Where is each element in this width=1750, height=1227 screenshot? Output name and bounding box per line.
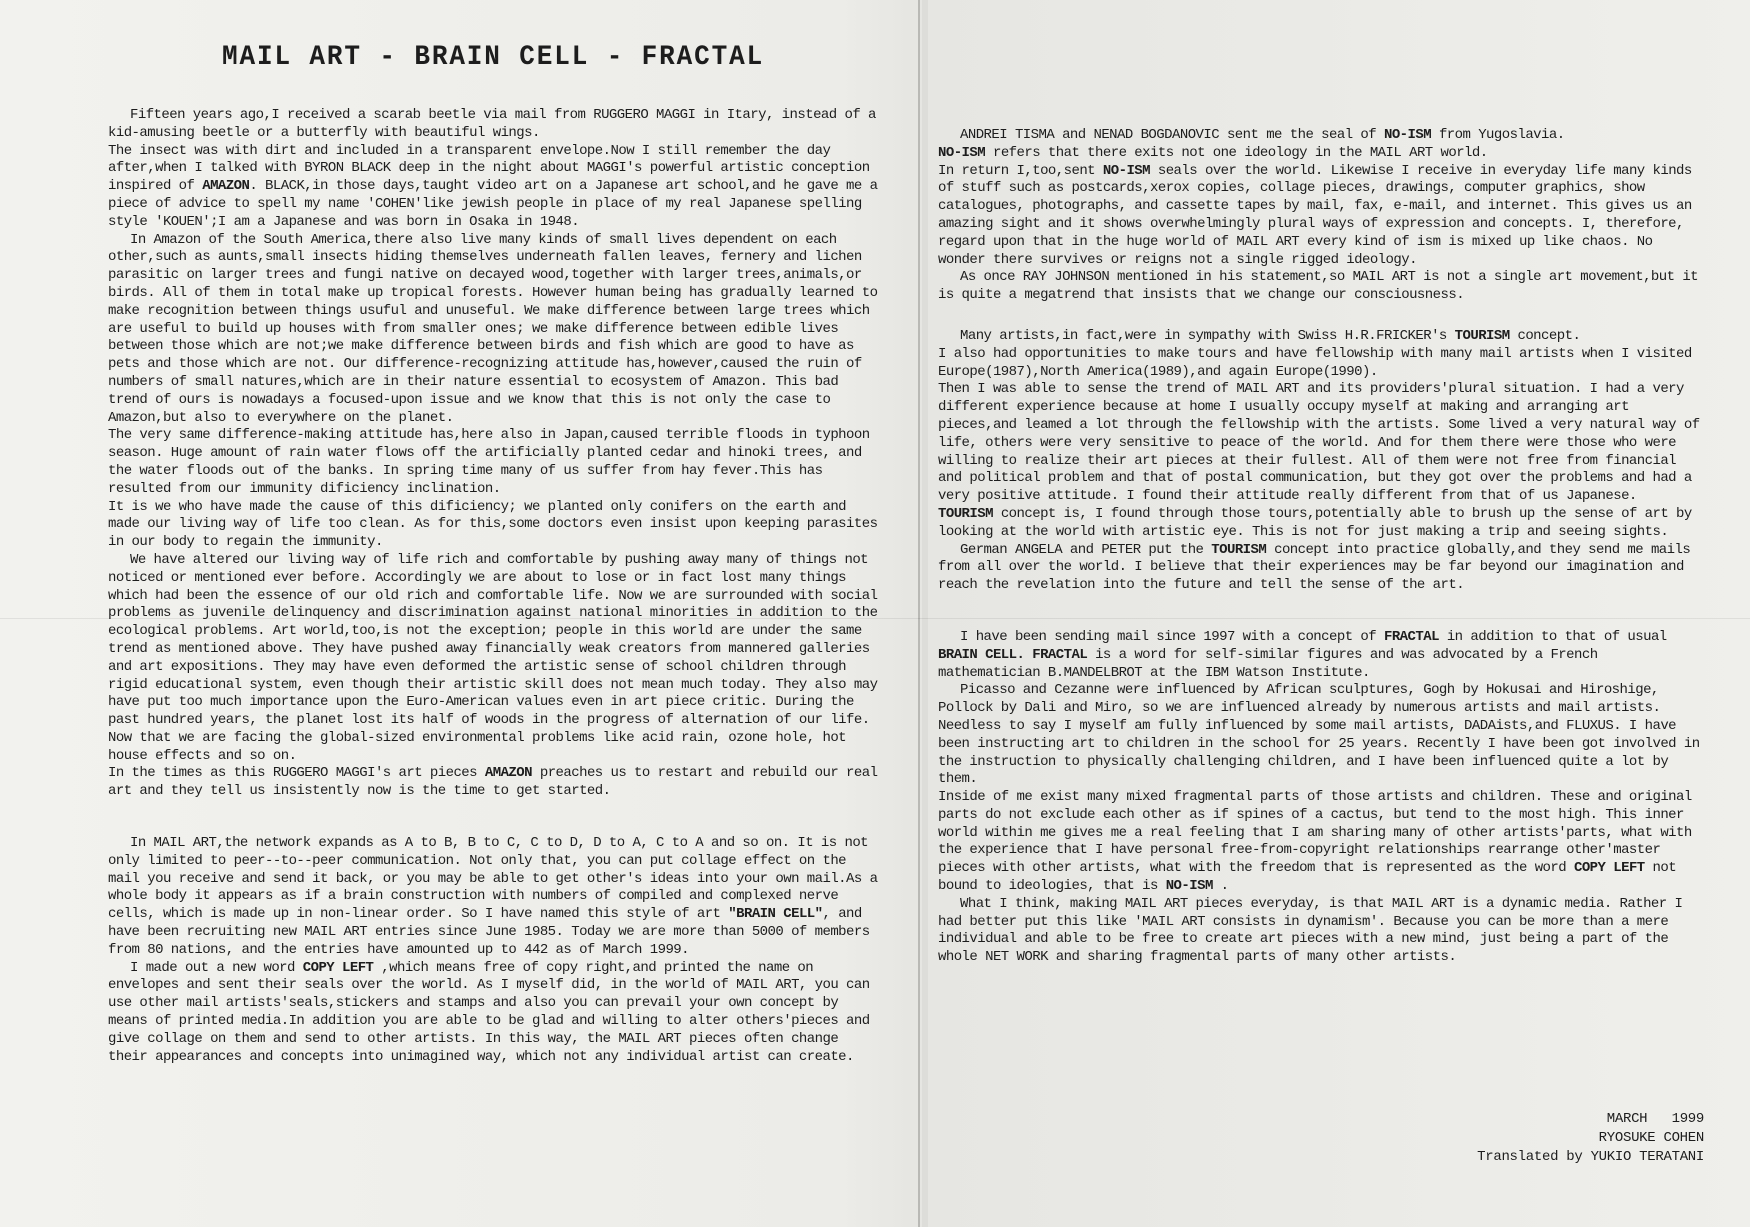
right-column (938, 127, 1702, 967)
paragraph-amazon: In Amazon of the South America,there also live many kinds of small lives dependent on each other,such as aunts,small insects hiding themselves underneath fallen leaves, fernery and lichen parasitic on larger trees and fungi native on decayed wood,together with larger trees,animals,or birds. All of them in total make up tropical forests. However human being has gradually learned to make recognition between things usuful and unuseful. We make difference between large trees which are useful to build up houses with from smaller ones; we make difference between edible lives between those which are not;we make difference between birds and fish which are good to have as pets and those which are not. Our difference-recognizing attitude has,however,caused the ruin of numbers of small natures,which are in their nature essential to ecosystem of Amazon. This bad trend of ours is nowadays a focused-upon issue and we know that this is not only the case to Amazon,but also to everywhere on the planet. (108, 231, 878, 426)
signature-date: MARCH 1999 (1606, 1111, 1704, 1127)
center-fold (918, 0, 920, 1227)
paragraph-ray-johnson: As once RAY JOHNSON mentioned in his statement,so MAIL ART is not a single art movement,but it is quite a megatrend that insists that we change our consciousness. (938, 269, 1699, 304)
paragraph-tourism-concept: TOURISM concept is, I found through those tours,potentially able to brush up the sense of art by looking at the world with artistic eye. This is not for just making a trip and seeing sights. (938, 505, 1692, 540)
signature-author: RYOSUKE COHEN (1598, 1130, 1704, 1146)
paragraph-inner-world: Inside of me exist many mixed fragmental parts of those artists and children. These and original parts do not exclude each other as if spines of a cactus, but tend to the most high. This inner world within me gives me a real feeling that I am sharing many of other artists'parts, what with the experience that I have personal free-from-copyright relationships rearrange other'master pieces with other artists, what with the freedom that is represented as the word COPY LEFT not bound to ideologies, that is NO-ISM . (938, 789, 1692, 895)
paragraph-dificiency: It is we who have made the cause of this dificiency; we planted only conifers on the earth and made our living way of life too clean. As for this,some doctors even insist upon keeping parasites in our body to regain the immunity. (108, 498, 878, 551)
paragraph-no-ism-seal: ANDREI TISMA and NENAD BOGDANOVIC sent me the seal of NO-ISM from Yugoslavia. (960, 127, 1565, 143)
signature-translator: Translated by YUKIO TERATANI (1477, 1149, 1704, 1165)
center-fold-shadow (922, 0, 928, 1227)
paragraph-tours: I also had opportunities to make tours and have fellowship with many mail artists when I visited Europe(1987),North America(1989),and again Europe(1990). (938, 345, 1692, 380)
paragraph-trend: Then I was able to sense the trend of MAIL ART and its providers'plural situation. I had a very different experience because at home I usually occupy myself at making and arranging art pieces,and leamed a lot through the fellowship with the artists. Some lived a very natural way of life, others were very sensitive to peace of the world. And for them there were those who were willing to realize their art pieces at their fullest. All of them were not free from financial and political problem and that of postal communication, but they got over the problems and had a very positive attitude. I found their attitude really different from that of us Japanese. (938, 381, 1700, 505)
paragraph-angela-peter: German ANGELA and PETER put the TOURISM concept into practice globally,and they send me mails from all over the world. I believe that their experiences may be far beyond our imagination and reach the revelation into the future and tell the sense of the art. (938, 541, 1691, 594)
paragraph-floods: The very same difference-making attitude has,here also in Japan,caused terrible floods in typhoon season. Huge amount of rain water flows off the artificially planted cedar and hinoki trees, and the water floods out of the banks. In spring time many of us suffer from hay fever.This has resulted from our immunity dificiency inclination. (108, 427, 870, 497)
paragraph-influences: Picasso and Cezanne were influenced by African sculptures, Gogh by Hokusai and Hiroshige, Pollock by Dali and Miro, so we are influenced already by numerous artists and mail artists. Needless to say I myself am fully influenced by some mail artists, DADAists,and FLUXUS. I have been instructing art to children in the school for 25 years. Recently I have been got involved in the instruction to physically challenging children, and I have been influenced quite a lot by them. (938, 682, 1700, 788)
paragraph-copy-left: I made out a new word COPY LEFT ,which means free of copy right,and printed the name on envelopes and sent their seals over the world. As I myself did, in the world of MAIL ART, you can use other mail artists'seals,stickers and stamps and also you can prevail your own concept by means of printed media.In addition you are able to be glad and willing to alter others'pieces and give collage on them and send to other artists. In this way, the MAIL ART pieces often change their appearances and concepts into unimagined way, which not any individual artist can create. (108, 959, 870, 1065)
paragraph-insect: The insect was with dirt and included in a transparent envelope.Now I still remember the day after,when I talked with BYRON BLACK deep in the night about MAGGI's powerful artistic conception inspired of AMAZON. BLACK,in those days,taught video art on a Japanese art school,and he gave me a piece of advice to spell my name 'COHEN'like jewish people in place of my real Japanese spelling style 'KOUEN';I am a Japanese and was born in Osaka in 1948. (108, 142, 878, 230)
paragraph-in-return: In return I,too,sent NO-ISM seals over the world. Likewise I receive in everyday life many kinds of stuff such as postcards,xerox copies, collage pieces, drawings, computer graphics, show catalogues, photographs, and cassette tapes by mail, fax, e-mail, and internet. This gives us an amazing sight and it shows overwhelmingly plural ways of expression and concepts. I, therefore, regard upon that in the huge world of MAIL ART every kind of ism is mixed up like chaos. No wonder there survives or reigns not a single rigged ideology. (938, 162, 1692, 268)
paragraph-brain-cell: In MAIL ART,the network expands as A to B, B to C, C to D, D to A, C to A and so on. It is not only limited to peer--to--peer communication. Not only that, you can put collage effect on the mail you receive and send it back, or you may be able to get other's ideas into your own mail.As a whole body it appears as if a brain construction with numbers of compiled and complexed nerve cells, which is made up in non-linear order. So I have named this style of art "BRAIN CELL", and have been recruiting new MAIL ART entries since June 1985. Today we are more than 5000 of members from 80 nations, and the entries have amounted up to 442 as of March 1999. (108, 835, 878, 958)
paragraph-fractal: I have been sending mail since 1997 with a concept of FRACTAL in addition to that of usual BRAIN CELL. FRACTAL is a word for self-similar figures and was advocated by a French mathematician B.MANDELBROT at the IBM Watson Institute. (938, 628, 1667, 681)
paragraph-living-way: We have altered our living way of life rich and comfortable by pushing away many of things not noticed or mentioned ever before. Accordingly we are about to lose or in fact lost many things which had been the essence of our old rich and comfortable life. Now we are surrounded with social problems as juvenile delinquency and discrimination against national minorities in addition to the ecological problems. Art world,too,is not the exception; people in this world are under the same trend as mentioned above. They have pushed away financially weak creators from mannered galleries and art expositions. They may have even deformed the artistic sense of school children through rigid educational system, even though their artistic skill does not mean much today. They also may have put too much importance upon the Euro-American values even in art piece critic. During the past hundred years, the planet lost its half of woods in the progress of alternation of our life. Now that we are facing the global-sized environmental problems like acid rain, ozone hole, hot house effects and so on. (108, 551, 878, 764)
paragraph-dynamic-media: What I think, making MAIL ART pieces everyday, is that MAIL ART is a dynamic media. Rather I had better put this like 'MAIL ART consists in dynamism'. Because you can be more than a mere individual and able to be free to create art pieces with a new mind, just being a part of the whole NET WORK and sharing fragmental parts of many other artists. (938, 895, 1683, 966)
page-title: MAIL ART - BRAIN CELL - FRACTAL (222, 42, 765, 73)
left-column (108, 107, 880, 1066)
paragraph-scarab: Fifteen years ago,I received a scarab beetle via mail from RUGGERO MAGGI in Itary, instead of a kid-amusing beetle or a butterfly with beautiful wings. (108, 107, 876, 141)
paragraph-tourism: Many artists,in fact,were in sympathy with Swiss H.R.FRICKER's TOURISM concept. (960, 327, 1581, 344)
signature-block (1477, 1110, 1704, 1167)
paragraph-restart: In the times as this RUGGERO MAGGI's art pieces AMAZON preaches us to restart and rebuild our real art and they tell us insistently now is the time to get started. (108, 765, 878, 800)
paragraph-no-ism-refers: NO-ISM refers that there exits not one ideology in the MAIL ART world. (938, 144, 1488, 161)
